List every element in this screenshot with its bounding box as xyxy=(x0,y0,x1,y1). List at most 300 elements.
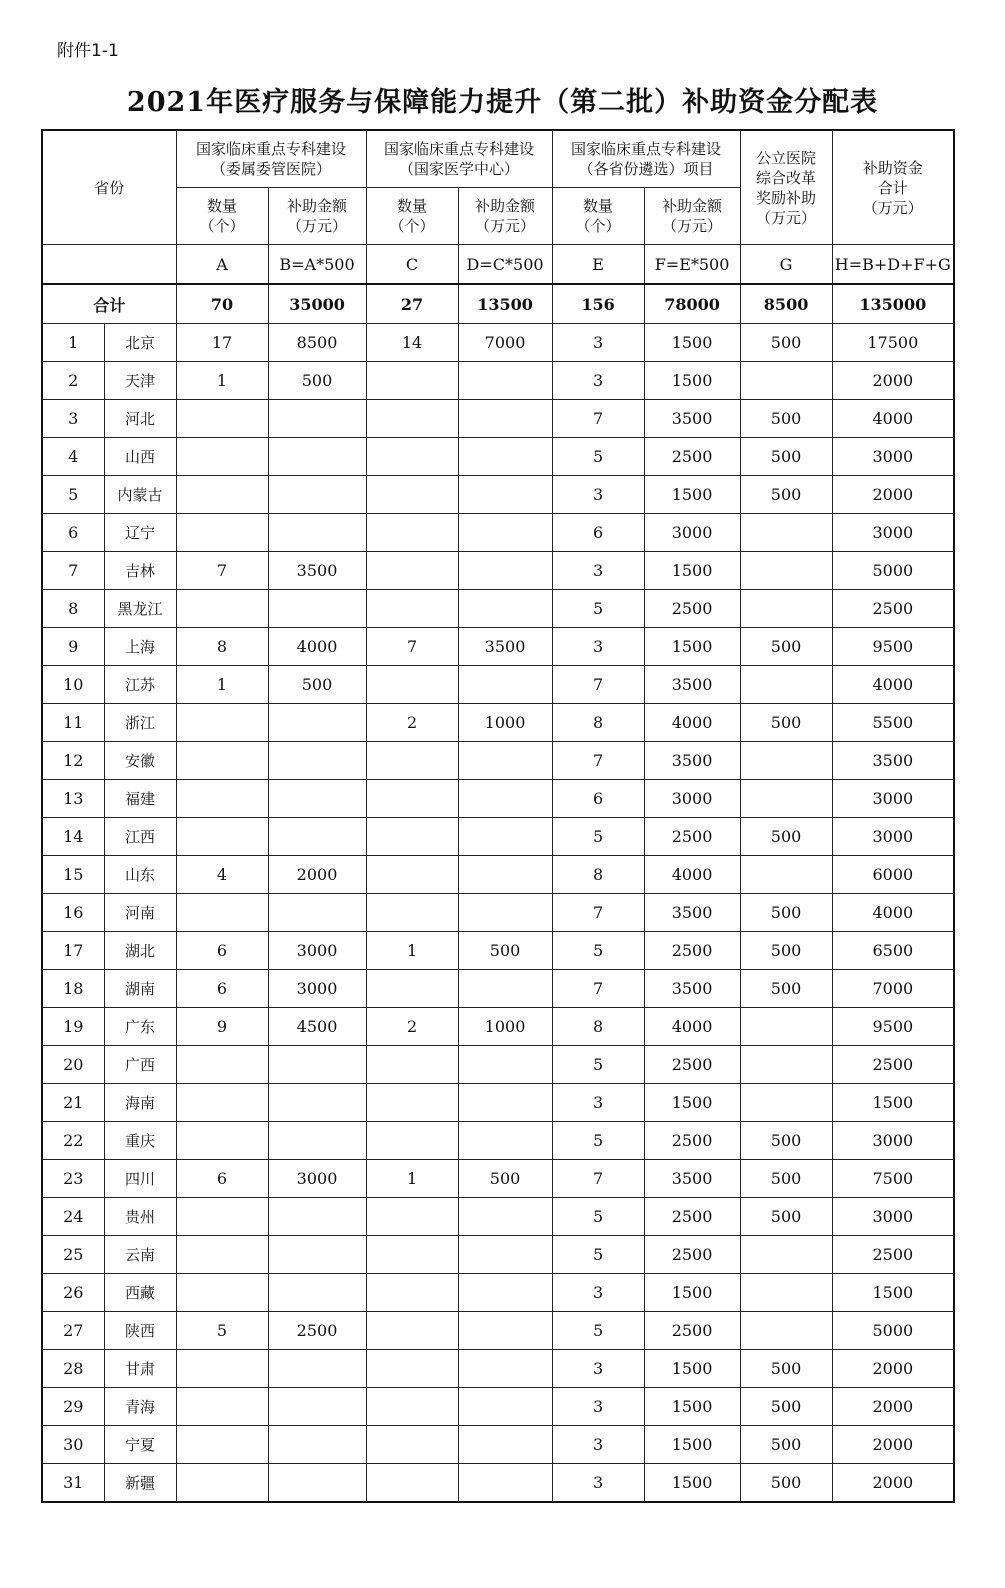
value-cell xyxy=(176,476,268,514)
value-cell xyxy=(366,1198,458,1236)
header-reform-award-line4: （万元） xyxy=(756,208,817,227)
province-cell: 河南 xyxy=(104,894,176,932)
total-label: 合计 xyxy=(42,284,176,324)
value-cell xyxy=(176,704,268,742)
value-cell: 2500 xyxy=(832,590,954,628)
header-group-affiliated xyxy=(176,130,366,188)
header-count-c-line2: （个） xyxy=(389,217,435,235)
value-cell xyxy=(458,1274,552,1312)
value-cell xyxy=(366,742,458,780)
value-cell: 2500 xyxy=(644,1046,740,1084)
value-cell xyxy=(176,818,268,856)
value-cell xyxy=(366,1046,458,1084)
header-group-national-center xyxy=(366,130,552,188)
value-cell xyxy=(176,1426,268,1464)
value-cell: 500 xyxy=(740,970,832,1008)
row-index-cell: 25 xyxy=(42,1236,104,1274)
value-cell: 4000 xyxy=(644,704,740,742)
value-cell: 4000 xyxy=(832,400,954,438)
value-cell: 3000 xyxy=(268,1160,366,1198)
header-count-c xyxy=(366,188,458,245)
value-cell: 500 xyxy=(740,438,832,476)
value-cell xyxy=(176,1464,268,1503)
value-cell: 8 xyxy=(552,704,644,742)
province-cell: 西藏 xyxy=(104,1274,176,1312)
value-cell: 2500 xyxy=(832,1046,954,1084)
value-cell xyxy=(458,1350,552,1388)
header-count-a xyxy=(176,188,268,245)
row-index-cell: 6 xyxy=(42,514,104,552)
value-cell: 8 xyxy=(552,856,644,894)
value-cell xyxy=(458,438,552,476)
header-reform-award-line1: 公立医院 xyxy=(756,148,817,167)
value-cell: 3000 xyxy=(268,970,366,1008)
value-cell xyxy=(268,1084,366,1122)
value-cell: 1500 xyxy=(644,1464,740,1503)
table-row xyxy=(42,1426,954,1464)
value-cell: 3000 xyxy=(644,514,740,552)
province-cell: 上海 xyxy=(104,628,176,666)
value-cell xyxy=(458,514,552,552)
value-cell: 5 xyxy=(552,590,644,628)
table-row xyxy=(42,400,954,438)
row-index-cell: 31 xyxy=(42,1464,104,1503)
value-cell: 500 xyxy=(740,1350,832,1388)
value-cell xyxy=(458,590,552,628)
value-cell: 5 xyxy=(552,1198,644,1236)
value-cell: 3 xyxy=(552,1464,644,1503)
value-cell xyxy=(268,476,366,514)
value-cell xyxy=(366,590,458,628)
value-cell xyxy=(176,1084,268,1122)
province-cell: 四川 xyxy=(104,1160,176,1198)
value-cell xyxy=(176,514,268,552)
row-index-cell: 13 xyxy=(42,780,104,818)
row-index-cell: 30 xyxy=(42,1426,104,1464)
header-code-h: H=B+D+F+G xyxy=(832,245,954,285)
value-cell: 5 xyxy=(552,438,644,476)
value-cell: 3500 xyxy=(644,742,740,780)
value-cell: 500 xyxy=(740,400,832,438)
value-cell xyxy=(366,1426,458,1464)
province-cell: 云南 xyxy=(104,1236,176,1274)
value-cell: 1000 xyxy=(458,704,552,742)
header-reform-award-line2: 综合改革 xyxy=(756,168,817,187)
value-cell xyxy=(268,1198,366,1236)
value-cell: 6000 xyxy=(832,856,954,894)
header-group-affiliated-line2: （委属委管医院） xyxy=(211,160,332,178)
value-cell xyxy=(176,780,268,818)
table-row xyxy=(42,1084,954,1122)
value-cell: 4000 xyxy=(832,666,954,704)
province-cell: 辽宁 xyxy=(104,514,176,552)
header-group-affiliated-line1: 国家临床重点专科建设 xyxy=(196,140,347,158)
value-cell: 500 xyxy=(740,932,832,970)
row-index-cell: 24 xyxy=(42,1198,104,1236)
row-index-cell: 8 xyxy=(42,590,104,628)
province-cell: 江西 xyxy=(104,818,176,856)
value-cell: 17 xyxy=(176,324,268,362)
table-row xyxy=(42,1008,954,1046)
header-group-provincial-line1: 国家临床重点专科建设 xyxy=(571,140,722,158)
table-row xyxy=(42,438,954,476)
value-cell: 1500 xyxy=(832,1084,954,1122)
value-cell: 2500 xyxy=(644,1236,740,1274)
table-row xyxy=(42,1350,954,1388)
value-cell: 3 xyxy=(552,628,644,666)
table-row xyxy=(42,324,954,362)
value-cell: 500 xyxy=(740,628,832,666)
table-row xyxy=(42,1464,954,1503)
province-cell: 重庆 xyxy=(104,1122,176,1160)
row-index-cell: 14 xyxy=(42,818,104,856)
value-cell: 2000 xyxy=(268,856,366,894)
value-cell xyxy=(366,552,458,590)
row-index-cell: 7 xyxy=(42,552,104,590)
value-cell: 500 xyxy=(740,1388,832,1426)
value-cell xyxy=(268,590,366,628)
value-cell: 2 xyxy=(366,704,458,742)
row-index-cell: 27 xyxy=(42,1312,104,1350)
province-cell: 山西 xyxy=(104,438,176,476)
value-cell xyxy=(176,1388,268,1426)
value-cell: 500 xyxy=(740,1198,832,1236)
province-cell: 贵州 xyxy=(104,1198,176,1236)
value-cell: 5 xyxy=(552,818,644,856)
province-cell: 湖北 xyxy=(104,932,176,970)
value-cell: 5 xyxy=(552,1312,644,1350)
value-cell: 5000 xyxy=(832,552,954,590)
value-cell: 7000 xyxy=(458,324,552,362)
total-cell: 135000 xyxy=(832,284,954,324)
value-cell xyxy=(366,1122,458,1160)
header-count-c-line1: 数量 xyxy=(397,197,428,215)
value-cell xyxy=(176,894,268,932)
value-cell: 1500 xyxy=(832,1274,954,1312)
value-cell xyxy=(268,1388,366,1426)
value-cell xyxy=(458,1198,552,1236)
value-cell xyxy=(268,1350,366,1388)
table-row xyxy=(42,362,954,400)
row-index-cell: 20 xyxy=(42,1046,104,1084)
value-cell: 3 xyxy=(552,1084,644,1122)
value-cell: 9500 xyxy=(832,628,954,666)
table-row xyxy=(42,932,954,970)
header-amount-f xyxy=(644,188,740,245)
value-cell: 5 xyxy=(552,1122,644,1160)
value-cell xyxy=(176,590,268,628)
value-cell: 4000 xyxy=(268,628,366,666)
province-cell: 河北 xyxy=(104,400,176,438)
value-cell: 6 xyxy=(176,1160,268,1198)
value-cell: 4 xyxy=(176,856,268,894)
value-cell: 7 xyxy=(176,552,268,590)
province-cell: 青海 xyxy=(104,1388,176,1426)
value-cell: 3 xyxy=(552,1350,644,1388)
total-cell: 35000 xyxy=(268,284,366,324)
value-cell xyxy=(458,1084,552,1122)
province-cell: 黑龙江 xyxy=(104,590,176,628)
table-row xyxy=(42,780,954,818)
value-cell: 2500 xyxy=(644,1122,740,1160)
value-cell: 2500 xyxy=(832,1236,954,1274)
header-count-a-line2: （个） xyxy=(199,217,245,235)
value-cell xyxy=(366,514,458,552)
value-cell xyxy=(458,780,552,818)
row-index-cell: 5 xyxy=(42,476,104,514)
value-cell: 17500 xyxy=(832,324,954,362)
value-cell: 1500 xyxy=(644,552,740,590)
value-cell xyxy=(458,1426,552,1464)
table-row xyxy=(42,1312,954,1350)
table-row xyxy=(42,894,954,932)
value-cell: 8 xyxy=(552,1008,644,1046)
value-cell xyxy=(740,666,832,704)
province-cell: 江苏 xyxy=(104,666,176,704)
value-cell: 3 xyxy=(552,1274,644,1312)
value-cell: 7000 xyxy=(832,970,954,1008)
header-code-d: D=C*500 xyxy=(458,245,552,285)
table-row xyxy=(42,1046,954,1084)
total-row xyxy=(42,284,954,324)
header-reform-award-line3: 奖励补助 xyxy=(756,188,817,207)
value-cell xyxy=(176,1122,268,1160)
header-amount-d-line2: （万元） xyxy=(475,217,536,235)
row-index-cell: 11 xyxy=(42,704,104,742)
value-cell xyxy=(366,666,458,704)
header-province: 省份 xyxy=(42,130,176,245)
province-cell: 陕西 xyxy=(104,1312,176,1350)
value-cell xyxy=(458,1464,552,1503)
header-code-e: E xyxy=(552,245,644,285)
value-cell: 500 xyxy=(740,324,832,362)
value-cell: 1 xyxy=(366,932,458,970)
value-cell: 500 xyxy=(740,1160,832,1198)
value-cell: 14 xyxy=(366,324,458,362)
header-count-e-line2: （个） xyxy=(575,217,621,235)
value-cell: 500 xyxy=(268,362,366,400)
value-cell: 3000 xyxy=(832,514,954,552)
total-cell: 70 xyxy=(176,284,268,324)
value-cell xyxy=(268,742,366,780)
value-cell: 3000 xyxy=(832,780,954,818)
value-cell: 8 xyxy=(176,628,268,666)
value-cell xyxy=(268,1122,366,1160)
province-cell: 北京 xyxy=(104,324,176,362)
value-cell: 2500 xyxy=(644,438,740,476)
row-index-cell: 17 xyxy=(42,932,104,970)
table-row xyxy=(42,704,954,742)
value-cell: 5 xyxy=(552,1236,644,1274)
value-cell: 1 xyxy=(366,1160,458,1198)
value-cell: 7500 xyxy=(832,1160,954,1198)
value-cell: 1500 xyxy=(644,476,740,514)
value-cell: 3000 xyxy=(832,438,954,476)
header-code-g: G xyxy=(740,245,832,285)
table-row xyxy=(42,1122,954,1160)
value-cell xyxy=(740,856,832,894)
value-cell: 2500 xyxy=(644,1312,740,1350)
value-cell xyxy=(268,1426,366,1464)
value-cell: 1 xyxy=(176,666,268,704)
header-count-a-line1: 数量 xyxy=(207,197,238,215)
value-cell xyxy=(366,1464,458,1503)
value-cell xyxy=(458,1312,552,1350)
value-cell xyxy=(458,1122,552,1160)
value-cell xyxy=(366,1236,458,1274)
value-cell: 3000 xyxy=(268,932,366,970)
attachment-label: 附件1-1 xyxy=(57,41,119,61)
table-row xyxy=(42,590,954,628)
row-index-cell: 1 xyxy=(42,324,104,362)
value-cell xyxy=(176,400,268,438)
value-cell: 3500 xyxy=(644,666,740,704)
value-cell xyxy=(176,1198,268,1236)
value-cell: 2500 xyxy=(644,932,740,970)
value-cell: 2500 xyxy=(644,590,740,628)
province-cell: 广东 xyxy=(104,1008,176,1046)
value-cell xyxy=(740,1236,832,1274)
total-cell: 8500 xyxy=(740,284,832,324)
value-cell xyxy=(458,856,552,894)
value-cell: 3 xyxy=(552,324,644,362)
table-row xyxy=(42,666,954,704)
header-group-national-center-line2: （国家医学中心） xyxy=(399,160,520,178)
total-cell: 78000 xyxy=(644,284,740,324)
value-cell: 1500 xyxy=(644,1426,740,1464)
province-cell: 甘肃 xyxy=(104,1350,176,1388)
value-cell: 7 xyxy=(552,1160,644,1198)
table-row xyxy=(42,818,954,856)
value-cell xyxy=(366,856,458,894)
value-cell: 2000 xyxy=(832,1388,954,1426)
value-cell: 2000 xyxy=(832,1426,954,1464)
value-cell: 500 xyxy=(740,894,832,932)
header-code-c: C xyxy=(366,245,458,285)
value-cell xyxy=(268,818,366,856)
value-cell: 500 xyxy=(458,932,552,970)
value-cell: 3000 xyxy=(832,1122,954,1160)
value-cell xyxy=(458,818,552,856)
table-row xyxy=(42,856,954,894)
value-cell: 5 xyxy=(552,1046,644,1084)
value-cell: 3000 xyxy=(832,818,954,856)
table-row xyxy=(42,476,954,514)
value-cell: 3 xyxy=(552,1426,644,1464)
value-cell xyxy=(458,1236,552,1274)
header-total-funds-line1: 补助资金 xyxy=(862,158,923,177)
value-cell xyxy=(268,704,366,742)
value-cell xyxy=(268,514,366,552)
value-cell: 1500 xyxy=(644,362,740,400)
value-cell: 500 xyxy=(740,818,832,856)
row-index-cell: 4 xyxy=(42,438,104,476)
value-cell xyxy=(268,894,366,932)
value-cell xyxy=(176,438,268,476)
value-cell xyxy=(740,362,832,400)
value-cell: 3 xyxy=(552,362,644,400)
value-cell xyxy=(366,1350,458,1388)
value-cell xyxy=(366,780,458,818)
header-code-f: F=E*500 xyxy=(644,245,740,285)
row-index-cell: 15 xyxy=(42,856,104,894)
row-index-cell: 9 xyxy=(42,628,104,666)
value-cell: 7 xyxy=(552,970,644,1008)
value-cell: 5 xyxy=(176,1312,268,1350)
value-cell: 1500 xyxy=(644,1274,740,1312)
value-cell xyxy=(740,590,832,628)
table-row xyxy=(42,628,954,666)
value-cell: 3 xyxy=(552,476,644,514)
value-cell xyxy=(268,1046,366,1084)
value-cell: 2000 xyxy=(832,476,954,514)
total-cell: 27 xyxy=(366,284,458,324)
value-cell: 500 xyxy=(740,1464,832,1503)
value-cell xyxy=(366,970,458,1008)
value-cell: 9500 xyxy=(832,1008,954,1046)
value-cell: 7 xyxy=(552,742,644,780)
value-cell: 3500 xyxy=(644,1160,740,1198)
header-count-e xyxy=(552,188,644,245)
value-cell xyxy=(268,1236,366,1274)
header-amount-f-line1: 补助金额 xyxy=(662,197,723,215)
value-cell xyxy=(458,894,552,932)
value-cell xyxy=(176,1350,268,1388)
value-cell: 6 xyxy=(176,970,268,1008)
value-cell: 3000 xyxy=(832,1198,954,1236)
header-amount-f-line2: （万元） xyxy=(662,217,723,235)
header-total-funds-line2: 合计 xyxy=(877,178,908,197)
value-cell xyxy=(458,552,552,590)
value-cell: 500 xyxy=(268,666,366,704)
header-group-provincial-line2: （各省份遴选）项目 xyxy=(578,160,714,178)
total-cell: 156 xyxy=(552,284,644,324)
value-cell: 2000 xyxy=(832,362,954,400)
value-cell xyxy=(366,476,458,514)
allocation-table xyxy=(41,129,955,1503)
value-cell xyxy=(458,1046,552,1084)
value-cell xyxy=(176,742,268,780)
value-cell xyxy=(366,1388,458,1426)
value-cell xyxy=(268,400,366,438)
value-cell: 3500 xyxy=(644,970,740,1008)
header-group-provincial xyxy=(552,130,740,188)
value-cell: 3500 xyxy=(268,552,366,590)
province-cell: 吉林 xyxy=(104,552,176,590)
table-row xyxy=(42,1388,954,1426)
value-cell xyxy=(740,552,832,590)
row-index-cell: 16 xyxy=(42,894,104,932)
value-cell: 500 xyxy=(740,1122,832,1160)
province-cell: 海南 xyxy=(104,1084,176,1122)
value-cell: 500 xyxy=(458,1160,552,1198)
value-cell xyxy=(740,1312,832,1350)
value-cell: 7 xyxy=(552,894,644,932)
value-cell: 3000 xyxy=(644,780,740,818)
value-cell: 6 xyxy=(552,780,644,818)
row-index-cell: 12 xyxy=(42,742,104,780)
value-cell xyxy=(740,1046,832,1084)
value-cell: 4500 xyxy=(268,1008,366,1046)
province-cell: 安徽 xyxy=(104,742,176,780)
header-code-b: B=A*500 xyxy=(268,245,366,285)
total-cell: 13500 xyxy=(458,284,552,324)
province-cell: 天津 xyxy=(104,362,176,400)
value-cell: 6500 xyxy=(832,932,954,970)
value-cell xyxy=(740,742,832,780)
value-cell: 1500 xyxy=(644,324,740,362)
value-cell xyxy=(366,1084,458,1122)
